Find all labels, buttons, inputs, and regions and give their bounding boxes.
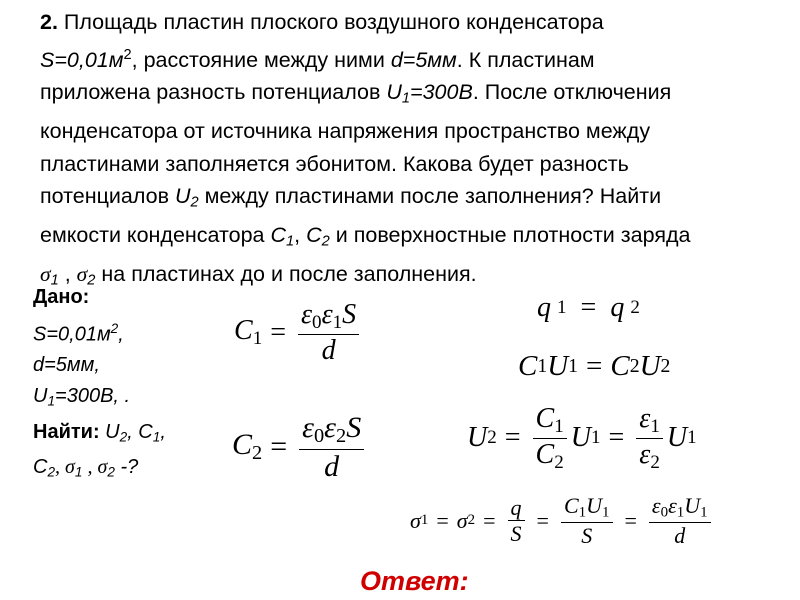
problem-line: пластинами заполняется эбонитом. Какова будет разность bbox=[40, 151, 629, 176]
given-header: Дано: bbox=[33, 286, 90, 308]
formula-sigma: σ 1 = σ 2 = $\frac{q}{S}$ = $\frac{C_1U_1}{S}$ = $\frac{\varepsilon_0\varepsilon_1U_1}{d}$ bbox=[410, 494, 715, 548]
find-line: Найти: $U_2$, $C_1$, bbox=[33, 420, 166, 445]
problem-line: приложена разность потенциалов $U_1=300В$. После отключения bbox=[40, 80, 672, 107]
given-area: $S=0,01м^2$, bbox=[33, 321, 124, 346]
given-voltage: $U_1=300В$, . bbox=[33, 385, 131, 409]
problem-statement bbox=[40, 6, 790, 298]
problem-line: емкости конденсатора $C_1$, $C_2$ и поверхностные плотности заряда bbox=[40, 223, 691, 250]
formula-cu-equal: C 1 U 1 = C 2 U 2 bbox=[518, 350, 671, 382]
fraction: $\frac{C_1U_1}{S}$ bbox=[561, 494, 613, 548]
fraction: $\frac{\varepsilon_1}{\varepsilon_2}$ bbox=[636, 404, 663, 472]
fraction: $\frac{C_1}{C_2}$ bbox=[533, 404, 567, 472]
fraction: $\frac{\varepsilon_0\varepsilon_2S}{d}$ bbox=[299, 412, 364, 482]
fraction: $\frac{q}{S}$ bbox=[508, 496, 525, 545]
problem-line: потенциалов $U_2$ между пластинами после заполнения? Найти bbox=[40, 184, 662, 211]
problem-line: конденсатора от источника напряжения пространство между bbox=[40, 119, 651, 144]
fraction: $\frac{\varepsilon_0\varepsilon_1U_1}{d}$ bbox=[649, 494, 711, 548]
formula-c1: $C_1$ = $\frac{\varepsilon_0\varepsilon_1S}{d}$ bbox=[234, 300, 363, 365]
answer-label: Ответ: bbox=[360, 566, 469, 596]
fraction: $\frac{\varepsilon_0\varepsilon_1S}{d}$ bbox=[298, 300, 359, 365]
find-header: Найти: bbox=[33, 420, 100, 443]
find-line: $C_2$, $\sigma_1$ , $\sigma_2$ -? bbox=[33, 456, 139, 480]
problem-line: 2. Площадь пластин плоского воздушного конденсатора bbox=[40, 10, 604, 34]
problem-number: 2. bbox=[40, 10, 58, 34]
problem-line: $S=0,01м^2$, расстояние между ними d=5мм. К пластинам bbox=[40, 46, 595, 72]
problem-line: $\sigma_1$ , $\sigma_2$ на пластинах до и после заполнения. bbox=[40, 262, 477, 290]
given-distance: d=5мм, bbox=[33, 354, 100, 377]
formula-charge-equal: q 1 = q 2 bbox=[537, 292, 640, 323]
given-block bbox=[33, 282, 233, 488]
formula-c2: $C_2$ = $\frac{\varepsilon_0\varepsilon_2S}{d}$ bbox=[232, 412, 368, 482]
formula-u2: U 2 = $\frac{C_1}{C_2}$ U 1 = $\frac{\varepsilon_1}{\varepsilon_2}$ U 1 bbox=[467, 403, 697, 473]
